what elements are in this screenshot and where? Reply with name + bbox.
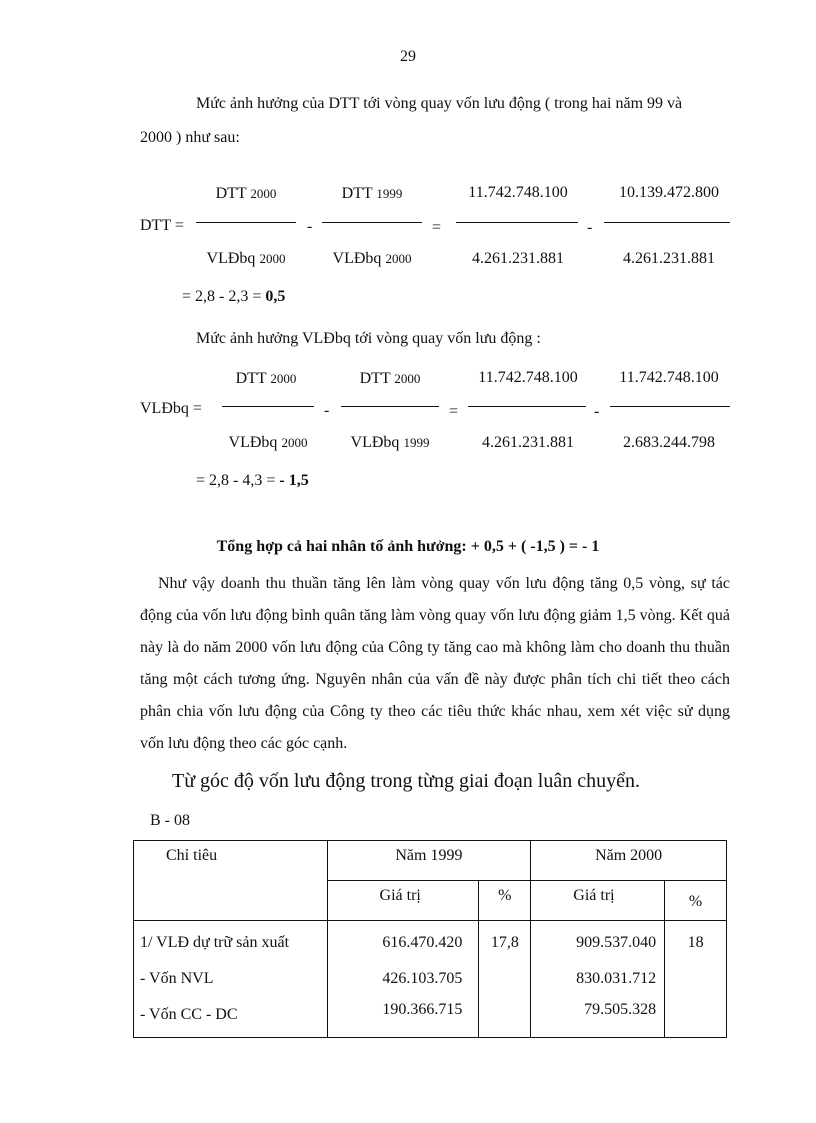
vld-f3-numerator: 11.742.748.100	[478, 369, 578, 386]
header-value-1999: Giá trị	[327, 881, 479, 921]
value-1999: 616.470.420	[382, 934, 463, 951]
vldbq-intro: Mức ảnh hưởng VLĐbq tới vòng quay vốn lưu động :	[196, 330, 541, 347]
vld-f1-denominator: VLĐbq 2000	[228, 434, 308, 451]
minus-sign: -	[594, 403, 600, 420]
summary-heading: Tổng hợp cả hai nhân tố ảnh hưởng: + 0,5 + ( -1,5 ) = - 1	[216, 538, 600, 555]
equals-sign: =	[449, 403, 459, 420]
data-table	[133, 840, 727, 1038]
page-number: 29	[400, 48, 416, 65]
vld-f3-denominator: 4.261.231.881	[482, 434, 574, 451]
value-2000: 909.537.040	[576, 934, 657, 951]
dtt-f1-numerator: DTT 2000	[215, 185, 277, 202]
fraction-bar	[322, 222, 422, 223]
value-2000: 79.505.328	[584, 1001, 657, 1018]
minus-sign: -	[324, 402, 330, 419]
dtt-f4-numerator: 10.139.472.800	[619, 184, 719, 201]
intro-line-2: 2000 ) như sau:	[140, 129, 240, 146]
row-labels	[134, 921, 328, 1038]
formula-dtt-result: = 2,8 - 2,3 = 0,5	[182, 288, 286, 305]
vld-f2-denominator: VLĐbq 1999	[350, 434, 430, 451]
row-label: - Vốn NVL	[140, 970, 214, 987]
equals-sign: =	[432, 219, 442, 236]
table-row	[134, 921, 727, 1038]
fraction-bar	[456, 222, 578, 223]
header-indicator: Chỉ tiêu	[134, 841, 328, 921]
intro-line-1: Mức ảnh hưởng của DTT tới vòng quay vốn lưu động ( trong hai năm 99 và	[196, 95, 683, 112]
section-subheading: Từ góc độ vốn lưu động trong từng giai đoạn luân chuyển.	[172, 770, 640, 792]
header-year-1999: Năm 1999	[327, 841, 531, 881]
header-year-2000: Năm 2000	[531, 841, 727, 881]
value-1999: 426.103.705	[382, 970, 463, 987]
formula-vld-result: = 2,8 - 4,3 = - 1,5	[196, 472, 309, 489]
dtt-f2-denominator: VLĐbq 2000	[332, 250, 412, 267]
formula-dtt-lhs: DTT =	[140, 217, 184, 234]
vld-f4-denominator: 2.683.244.798	[623, 434, 715, 451]
minus-sign: -	[587, 219, 593, 236]
fraction-bar	[610, 406, 730, 407]
dtt-f2-numerator: DTT 1999	[341, 185, 403, 202]
values-1999	[327, 921, 479, 1038]
fraction-bar	[222, 406, 314, 407]
vld-f4-numerator: 11.742.748.100	[619, 369, 719, 386]
percent-2000	[665, 921, 727, 1038]
header-percent-2000: %	[665, 881, 727, 921]
dtt-f1-denominator: VLĐbq 2000	[206, 250, 286, 267]
vld-f1-numerator: DTT 2000	[235, 370, 297, 387]
table-label: B - 08	[150, 812, 190, 829]
fraction-bar	[468, 406, 586, 407]
percent-value: 17,8	[490, 934, 519, 951]
fraction-bar	[341, 406, 439, 407]
header-percent-1999: %	[479, 881, 531, 921]
dtt-f4-denominator: 4.261.231.881	[623, 250, 715, 267]
body-paragraph: Như vậy doanh thu thuần tăng lên làm vòng quay vốn lưu động tăng 0,5 vòng, sự tác động của vốn lưu động bình quân tăng làm vòng quay vốn lưu động giảm 1,5 vòng. Kết quả này là do năm 2000 vốn lưu động của Công ty tăng cao mà không làm cho doanh thu thuần tăng một cách tương ứng. Nguyên nhân của vấn đề này được phân tích chi tiết theo cách phân chia vốn lưu động của Công ty theo các tiêu thức khác nhau, xem xét việc sử dụng vốn lưu động theo các góc cạnh.	[140, 575, 730, 752]
row-label: - Vốn CC - DC	[140, 1006, 238, 1023]
vld-f2-numerator: DTT 2000	[359, 370, 421, 387]
header-value-2000: Giá trị	[531, 881, 665, 921]
percent-1999	[479, 921, 531, 1038]
percent-value: 18	[687, 934, 704, 951]
dtt-f3-denominator: 4.261.231.881	[472, 250, 564, 267]
value-2000: 830.031.712	[576, 970, 657, 987]
fraction-bar	[196, 222, 296, 223]
formula-vld-lhs: VLĐbq =	[140, 400, 202, 417]
minus-sign: -	[307, 218, 313, 235]
row-label: 1/ VLĐ dự trữ sản xuất	[140, 934, 290, 951]
dtt-f3-numerator: 11.742.748.100	[468, 184, 568, 201]
table-header-row	[134, 841, 727, 881]
values-2000	[531, 921, 665, 1038]
fraction-bar	[604, 222, 730, 223]
value-1999: 190.366.715	[382, 1001, 463, 1018]
